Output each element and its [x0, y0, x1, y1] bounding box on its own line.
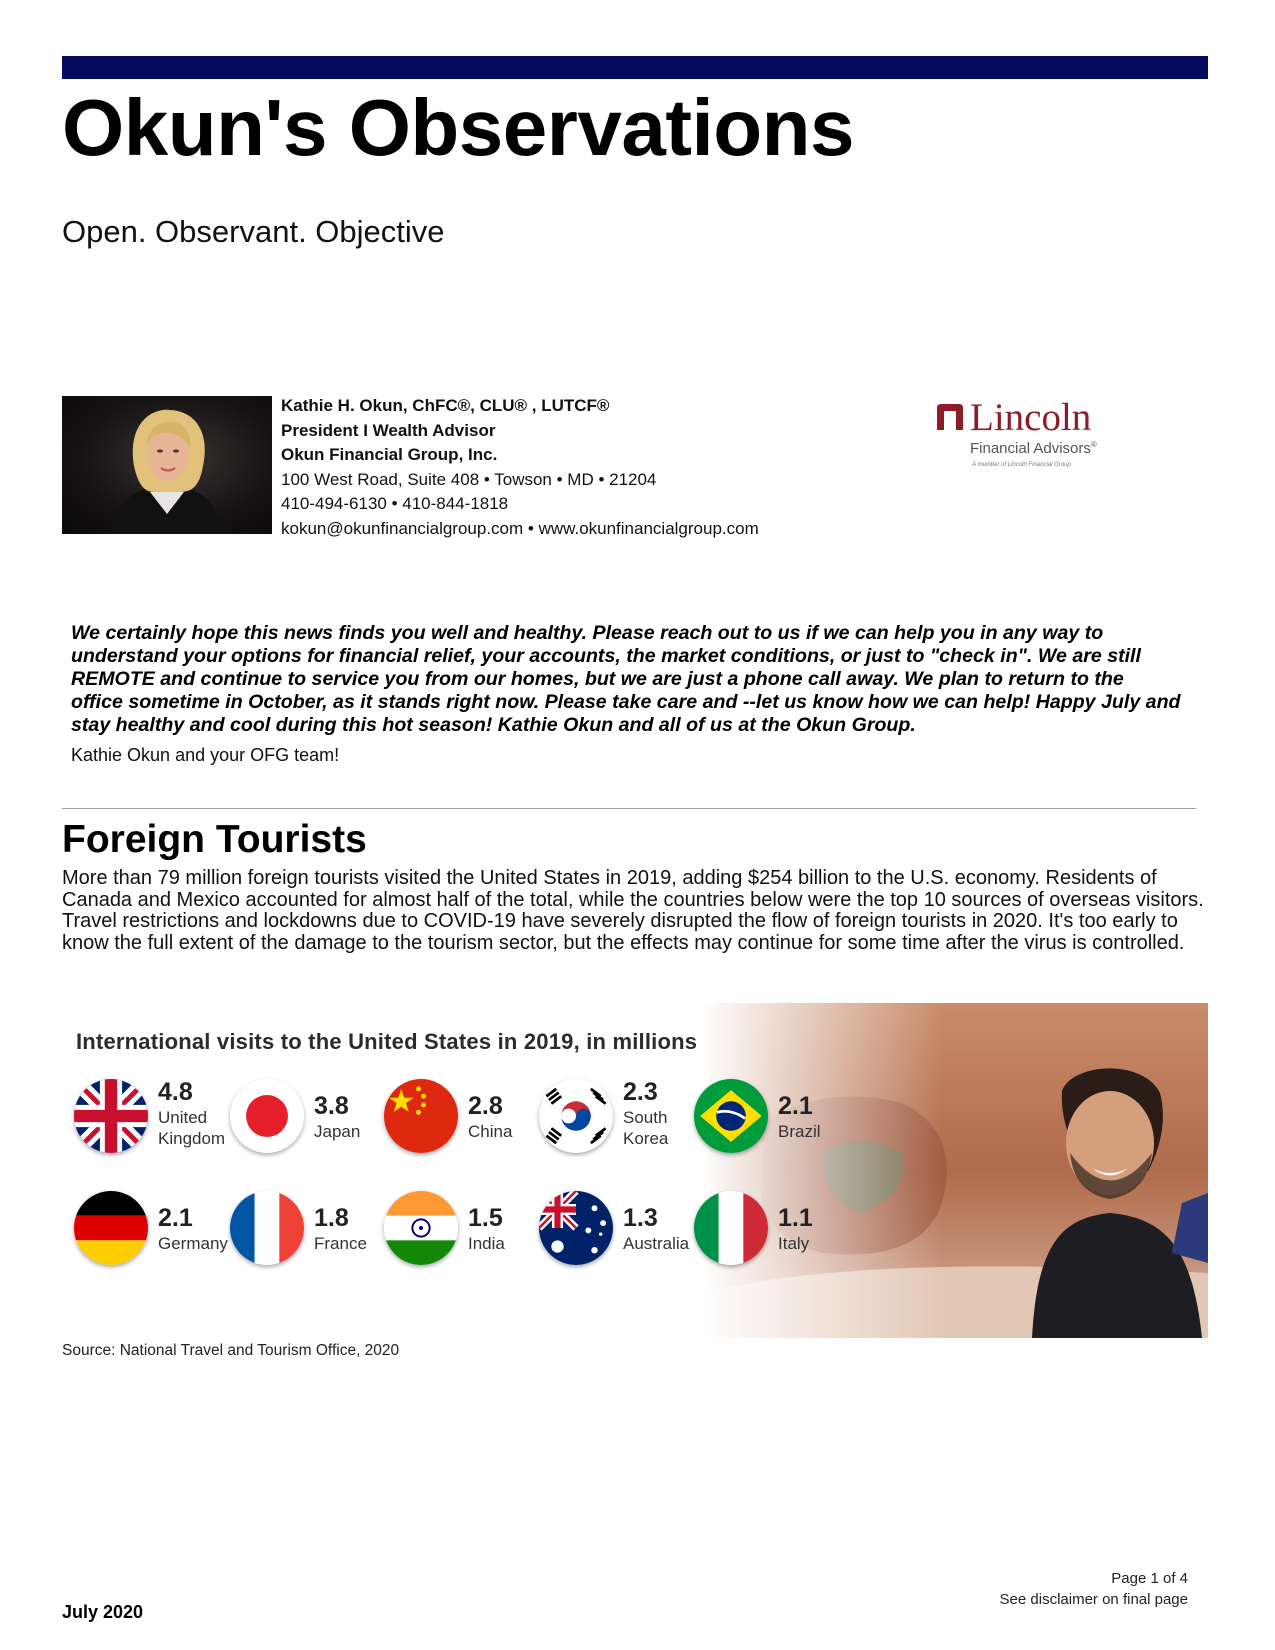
advisor-address: 100 West Road, Suite 408 • Towson • MD • 21204 [281, 469, 657, 489]
country-value: 4.8 [158, 1078, 193, 1106]
article-title: Foreign Tourists [62, 818, 367, 861]
country-entry-uk [74, 1079, 234, 1169]
china-flag-icon [384, 1079, 458, 1153]
advisor-photo [62, 396, 272, 534]
advisor-web[interactable]: kokun@okunfinancialgroup.com • www.okunfinancialgroup.com [281, 518, 759, 538]
infographic-title: International visits to the United States in 2019, in millions [76, 1029, 698, 1054]
country-name: Brazil [778, 1122, 821, 1141]
south-korea-flag-icon [539, 1079, 613, 1153]
country-entry-india [384, 1191, 544, 1281]
country-value: 2.1 [778, 1092, 813, 1120]
country-name: South Korea [623, 1108, 669, 1148]
country-name: United Kingdom [158, 1108, 226, 1148]
country-value: 1.1 [778, 1204, 813, 1232]
country-value: 3.8 [314, 1092, 349, 1120]
message-signoff: Kathie Okun and your OFG team! [71, 745, 340, 765]
disclaimer-note: See disclaimer on final page [999, 1591, 1188, 1608]
country-entry-france [230, 1191, 390, 1281]
lincoln-subline: Financial Advisors® [970, 440, 1097, 457]
client-message: We certainly hope this news finds you well and healthy. Please reach out to us if we can help you in any way to understand your options for financial relief, your accounts, the market conditions, or just to "check in". We are still REMOTE and continue to service you from our homes, but we are just a phone call away. We plan to return to the office sometime in October, as it stands right now. Please take care and --let us know how we can help! Happy July and stay healthy and cool during this hot season! Kathie Okun and all of us at the Okun Group. [71, 622, 1181, 736]
country-value: 2.3 [623, 1078, 658, 1106]
country-entry-australia [539, 1191, 699, 1281]
advisor-contact [281, 394, 759, 541]
lincoln-logo [934, 398, 1134, 478]
issue-date: July 2020 [62, 1602, 144, 1622]
advisor-role: President I Wealth Advisor [281, 420, 496, 440]
header-bar [62, 56, 1208, 79]
country-name: Australia [623, 1234, 690, 1253]
country-value: 1.5 [468, 1204, 503, 1232]
uk-flag-icon [74, 1079, 148, 1153]
germany-flag-icon [74, 1191, 148, 1265]
lincoln-wordmark: Lincoln [970, 396, 1092, 439]
advisor-phones: 410-494-6130 • 410-844-1818 [281, 494, 509, 513]
italy-flag-icon [694, 1191, 768, 1265]
country-entry-japan [230, 1079, 390, 1169]
article-body: More than 79 million foreign tourists visited the United States in 2019, adding $254 billion to the U.S. economy. Residents of Canada and Mexico accounted for almost half of the total, while the countries below were the top 10 sources of overseas visitors. Travel restrictions and lockdowns due to COVID-19 have severely disrupted the flow of foreign tourists in 2020. It's too early to know the full extent of the damage to the tourism sector, but the effects may continue for some time after the virus is controlled. [62, 867, 1204, 954]
section-divider [62, 808, 1196, 809]
country-value: 2.8 [468, 1092, 503, 1120]
country-entry-south-korea [539, 1079, 699, 1169]
country-entry-germany [74, 1191, 234, 1281]
country-entry-china [384, 1079, 544, 1169]
page-number: Page 1 of 4 [1111, 1570, 1188, 1587]
lincoln-emblem-icon [934, 402, 966, 432]
country-name: Germany [158, 1234, 228, 1253]
country-value: 1.3 [623, 1204, 658, 1232]
lincoln-member-line: A member of Lincoln Financial Group [972, 462, 1071, 468]
country-entry-brazil [694, 1079, 854, 1169]
france-flag-icon [230, 1191, 304, 1265]
country-name: Japan [314, 1122, 361, 1141]
country-name: France [314, 1234, 367, 1253]
country-name: China [468, 1122, 513, 1141]
japan-flag-icon [230, 1079, 304, 1153]
country-value: 1.8 [314, 1204, 349, 1232]
country-value: 2.1 [158, 1204, 193, 1232]
advisor-name: Kathie H. Okun, ChFC®, CLU® , LUTCF® [281, 396, 610, 415]
india-flag-icon [384, 1191, 458, 1265]
country-entry-italy [694, 1191, 854, 1281]
country-name: India [468, 1234, 505, 1253]
brazil-flag-icon [694, 1079, 768, 1153]
newsletter-title: Okun's Observations [62, 83, 854, 172]
advisor-company: Okun Financial Group, Inc. [281, 445, 498, 464]
australia-flag-icon [539, 1191, 613, 1265]
country-name: Italy [778, 1234, 810, 1253]
tourism-infographic [62, 1003, 1208, 1338]
newsletter-tagline: Open. Observant. Objective [62, 214, 445, 249]
infographic-source: Source: National Travel and Tourism Office, 2020 [62, 1342, 400, 1359]
